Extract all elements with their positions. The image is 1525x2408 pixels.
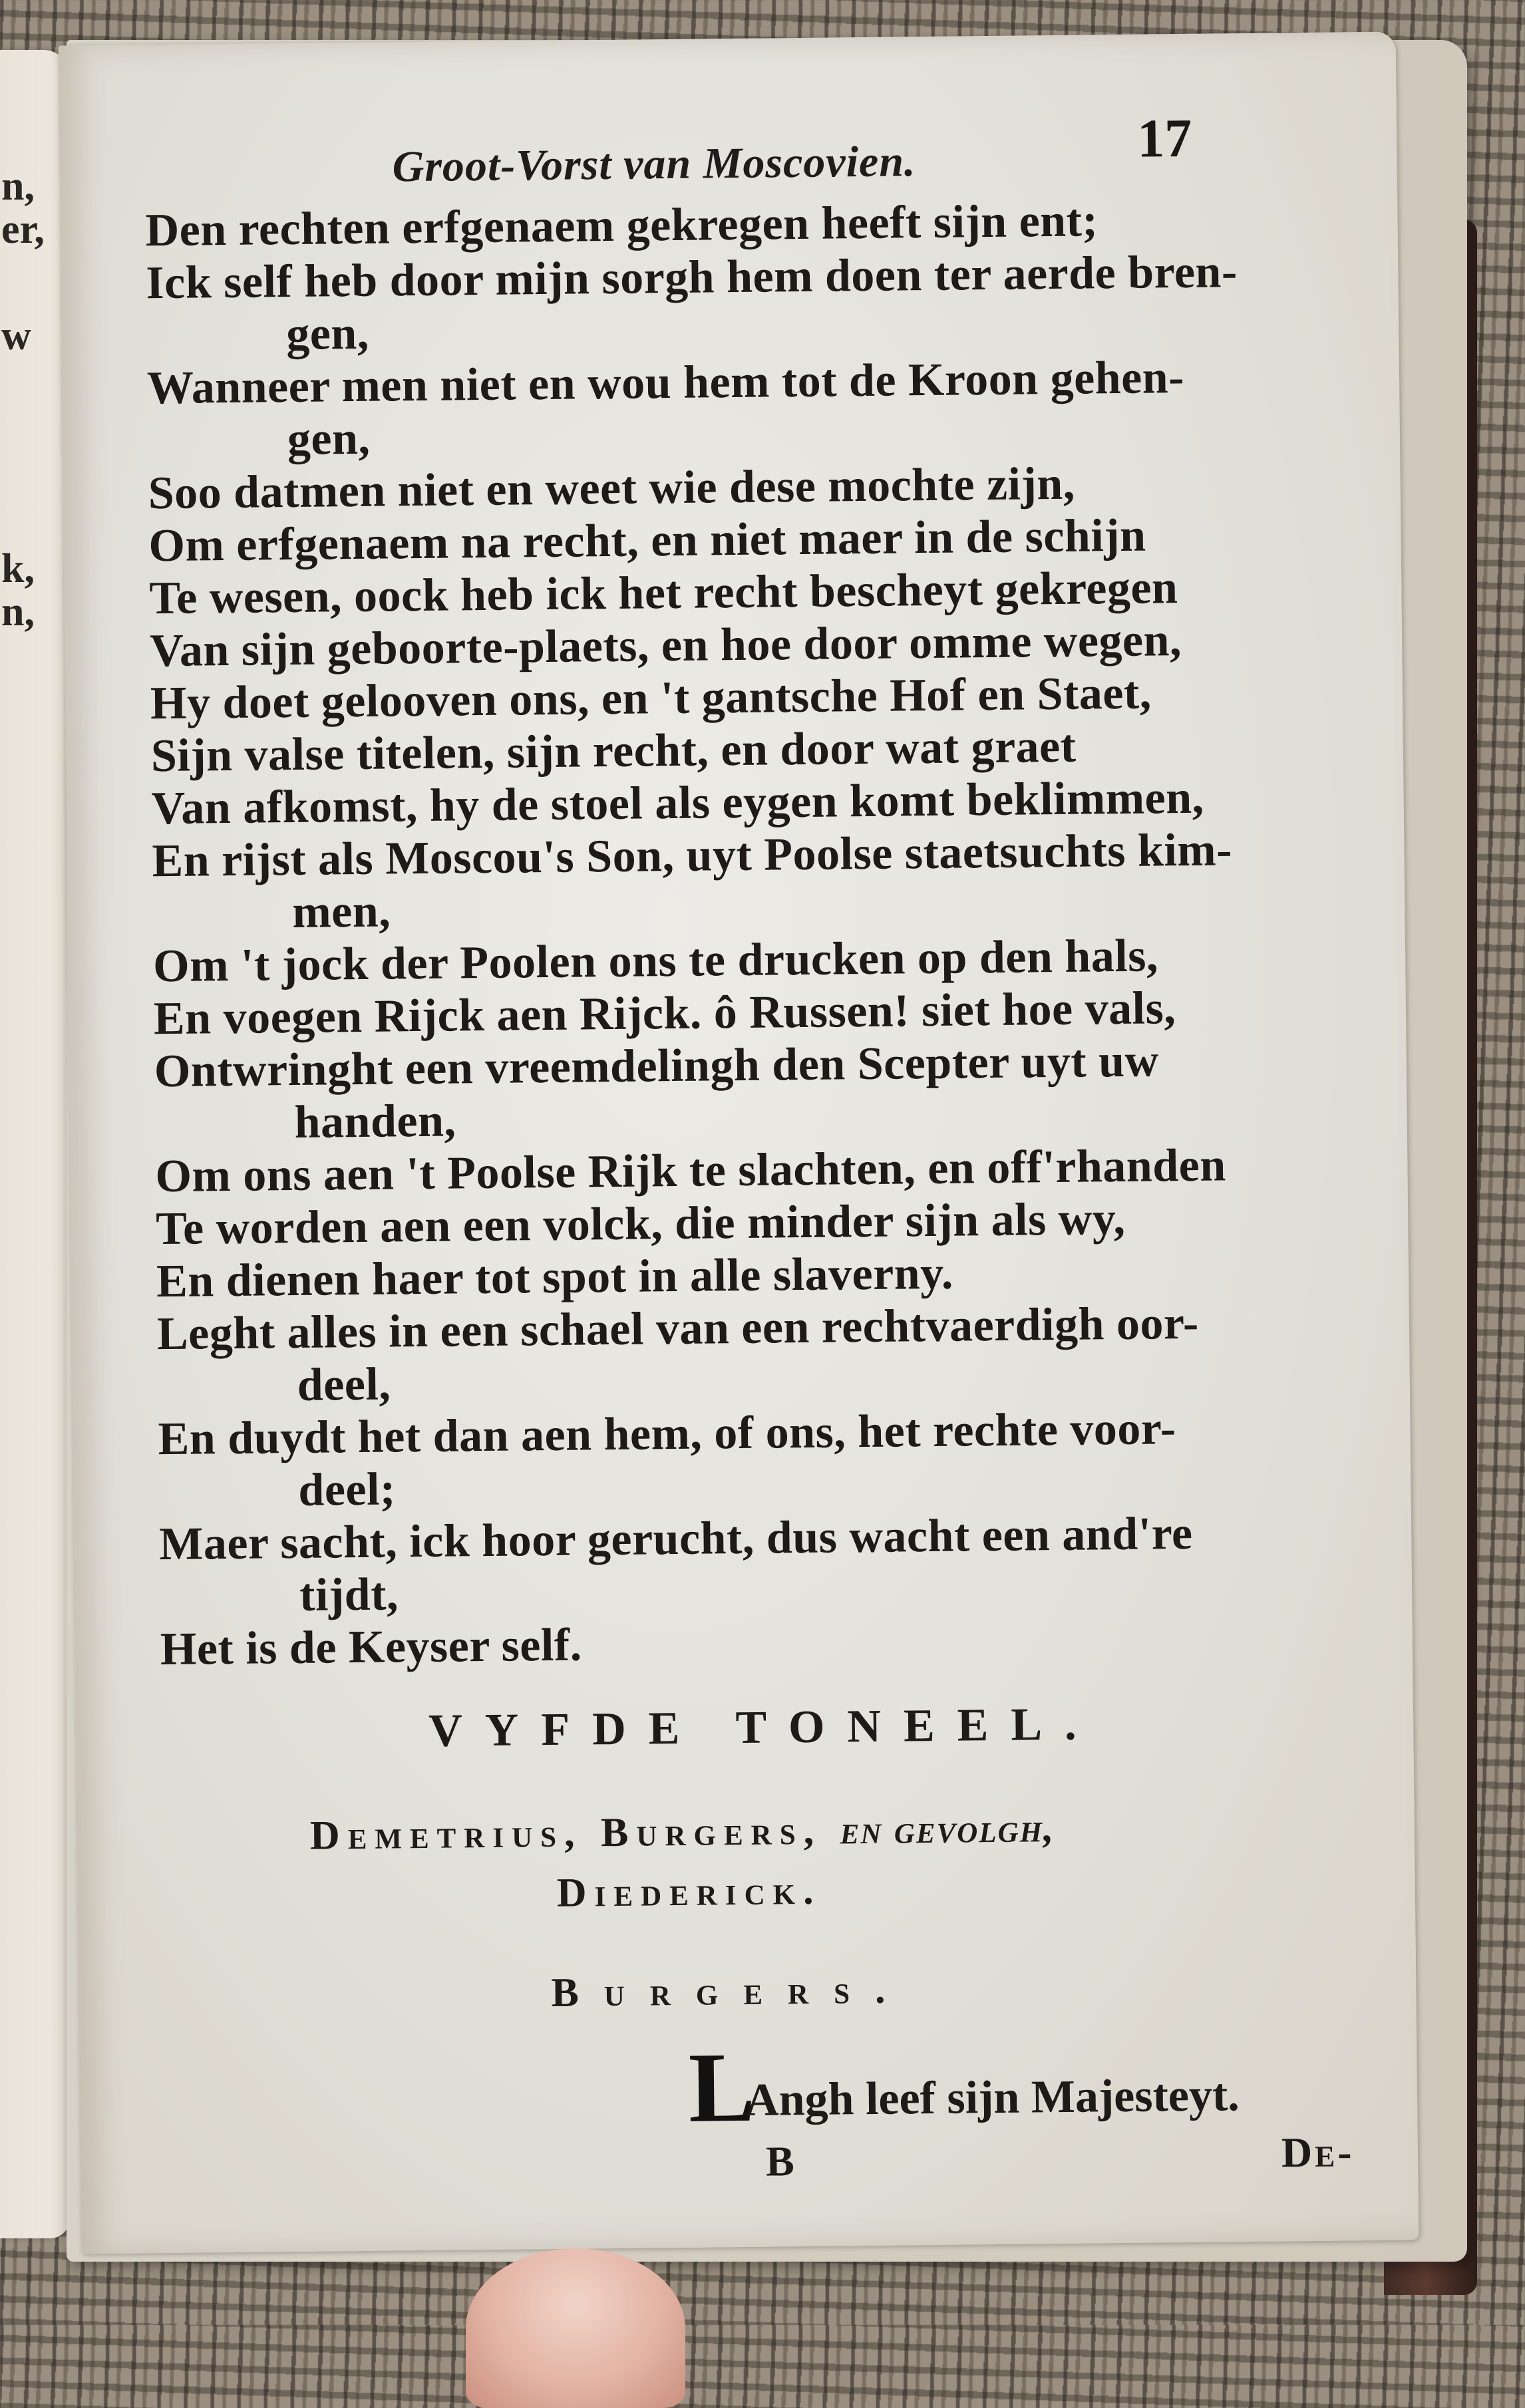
signature-mark: B	[765, 2137, 795, 2185]
verse-line: Om erfgenaem na recht, en niet maer in de schijn	[148, 510, 1146, 572]
verse-line: Ick self heb door mijn sorgh hem doen ter aerde bren-	[146, 246, 1238, 309]
facing-left-page	[0, 50, 70, 2238]
verse-line: Om ons aen 't Poolse Rijk te slachten, en off'rhanden	[155, 1139, 1227, 1203]
verse-line: Van afkomst, hy de stoel als eygen komt beklimmen,	[151, 772, 1204, 835]
left-page-fragment: er,	[1, 207, 45, 252]
verse-line: En rijst als Moscou's Son, uyt Poolse staetsuchts kim-	[152, 824, 1233, 887]
verse-line: Te wesen, oock heb ick het recht bescheyt gekregen	[148, 562, 1178, 625]
speech-line: Angh leef sijn Majesteyt.	[745, 2069, 1240, 2126]
verse-block	[145, 191, 1425, 1676]
verse-line: En duydt het dan aen hem, of ons, het rechte voor-	[158, 1403, 1176, 1465]
left-page-fragment: n,	[1, 164, 35, 209]
left-page-fragment: w	[1, 313, 31, 359]
verse-line: Leght alles in een schael van een rechtvaerdigh oor-	[156, 1297, 1200, 1360]
cast-retinue: en gevolgh,	[840, 1805, 1055, 1853]
verse-line-continuation: tijdt,	[299, 1569, 399, 1621]
running-title: Groot-Vorst van Moscovien.	[392, 137, 916, 192]
verse-line: Het is de Keyser self.	[160, 1619, 583, 1676]
verse-line: Sijn valse titelen, sijn recht, en door wat graet	[150, 720, 1077, 782]
left-page-fragment: k,	[1, 546, 35, 591]
catchword: De-	[1281, 2128, 1355, 2177]
verse-line: Te worden aen een volck, die minder sijn als wy,	[155, 1193, 1126, 1255]
verse-line-continuation: handen,	[294, 1095, 456, 1148]
verse-line: Den rechten erfgenaem gekregen heeft sijn ent;	[145, 195, 1099, 257]
verse-line: Om 't jock der Poolen ons te drucken op den hals,	[152, 930, 1159, 992]
verse-line-continuation: gen,	[287, 412, 371, 466]
verse-line-continuation: men,	[291, 885, 391, 939]
verse-line: Maer sacht, ick hoor gerucht, dus wacht een and're	[158, 1507, 1193, 1571]
verse-line: En voegen Rijck aen Rijck. ô Russen! siet hoe vals,	[153, 982, 1176, 1045]
cast-names: Demetrius, Burgers,	[309, 1807, 822, 1859]
cast-list-line-2: Diederick.	[556, 1867, 822, 1916]
cast-list	[310, 1805, 1055, 1860]
verse-line: Wanneer men niet en wou hem tot de Kroon gehen-	[146, 351, 1185, 414]
page-number: 17	[1136, 107, 1192, 169]
thumb	[466, 2248, 685, 2408]
verse-line-continuation: deel,	[297, 1358, 391, 1411]
scene-heading: VYFDE TONEEL.	[428, 1698, 1099, 1757]
verse-line-continuation: deel;	[298, 1463, 397, 1516]
verse-line: Soo datmen niet en weet wie dese mochte zijn,	[148, 458, 1076, 520]
book-page	[59, 32, 1419, 2254]
verse-line: Hy doet gelooven ons, en 't gantsche Hof en Staet,	[150, 667, 1152, 730]
verse-line: Van sijn geboorte-plaets, en hoe door omme wegen,	[149, 614, 1182, 677]
left-page-fragment: n,	[1, 589, 35, 635]
drop-cap: L	[688, 2032, 756, 2143]
verse-line: En dienen haer tot spot in alle slaverny.	[156, 1247, 954, 1308]
verse-line-continuation: gen,	[285, 307, 370, 361]
verse-line: Ontwringht een vreemdelingh den Scepter uyt uw	[154, 1035, 1160, 1098]
speaker-name: Burgers.	[551, 1966, 911, 2016]
